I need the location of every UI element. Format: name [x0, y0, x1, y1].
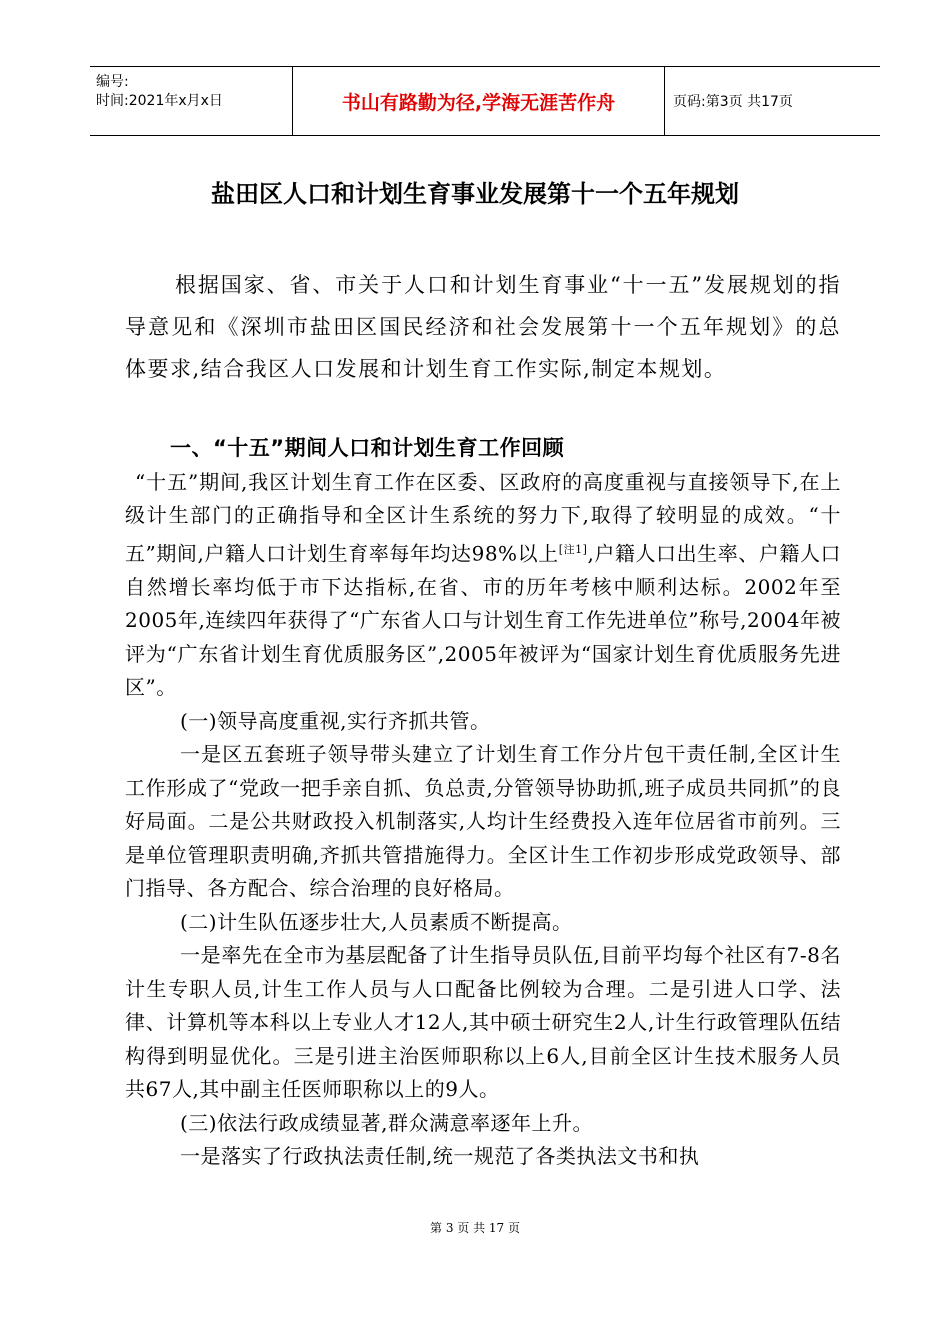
subsection-heading: (一)领导高度重视,实行齐抓共管。	[180, 708, 491, 733]
main-content	[125, 432, 841, 1174]
body-paragraph	[125, 466, 841, 705]
document-title: 盐田区人口和计划生育事业发展第十一个五年规划	[211, 180, 739, 208]
header-motto: 书山有路勤为径,学海无涯苦作舟	[292, 67, 665, 135]
subsection-heading: (二)计生队伍逐步壮大,人员素质不断提高。	[180, 909, 573, 934]
paragraph-text: “十五”期间,我区计划生育工作在区委、区政府的高度重视与直接领导下,在上级计生部门的正确指导和全区计生系统的努力下,取得了较明显的成效。“十五”期间,户籍人口计划生育率每年均达98%以上	[125, 469, 841, 566]
subsection-heading: (三)依法行政成绩显著,群众满意率逐年上升。	[180, 1110, 593, 1135]
footnote-ref[interactable]: [注1]	[558, 542, 588, 556]
paragraph-text: ,户籍人口出生率、户籍人口自然增长率均低于市下达指标,在省、市的历年考核中顺利达标。2002年至2005年,连续四年获得了“广东省人口与计划生育工作先进单位”称号,2004年被评为“广东省计划生育优质服务区”,2005年被评为“国家计划生育优质服务先进区”。	[125, 541, 841, 700]
time-label: 时间:2021年x月x日	[96, 93, 223, 109]
body-paragraph: 一是率先在全市为基层配备了计生指导员队伍,目前平均每个社区有7-8名计生专职人员,计生工作人员与人口配备比例较为合理。二是引进人口学、法律、计算机等本科以上专业人才12人,其中硕士研究生2人,计生行政管理队伍结构得到明显优化。三是引进主治医师职称以上6人,目前全区计生技术服务人员共67人,其中副主任医师职称以上的9人。	[125, 943, 841, 1102]
body-paragraph: 一是落实了行政执法责任制,统一规范了各类执法文书和执	[180, 1144, 700, 1169]
intro-paragraph: 根据国家、省、市关于人口和计划生育事业“十一五”发展规划的指导意见和《深圳市盐田区国民经济和社会发展第十一个五年规划》的总体要求,结合我区人口发展和计划生育工作实际,制定本规划。	[125, 273, 841, 381]
header-meta	[96, 73, 223, 111]
number-label: 编号:	[96, 74, 129, 90]
page-header	[90, 66, 880, 136]
page-footer: 第 3 页 共 17 页	[430, 1221, 520, 1235]
header-page-info: 页码:第3页 共17页	[673, 94, 793, 110]
section-heading: 一、“十五”期间人口和计划生育工作回顾	[170, 436, 565, 460]
body-paragraph: 一是区五套班子领导带头建立了计划生育工作分片包干责任制,全区计生工作形成了“党政一把手亲自抓、负总责,分管领导协助抓,班子成员共同抓”的良好局面。二是公共财政投入机制落实,人均计生经费投入连年位居省市前列。三是单位管理职责明确,齐抓共管措施得力。全区计生工作初步形成党政领导、部门指导、各方配合、综合治理的良好格局。	[125, 742, 841, 901]
intro-section	[125, 264, 841, 390]
